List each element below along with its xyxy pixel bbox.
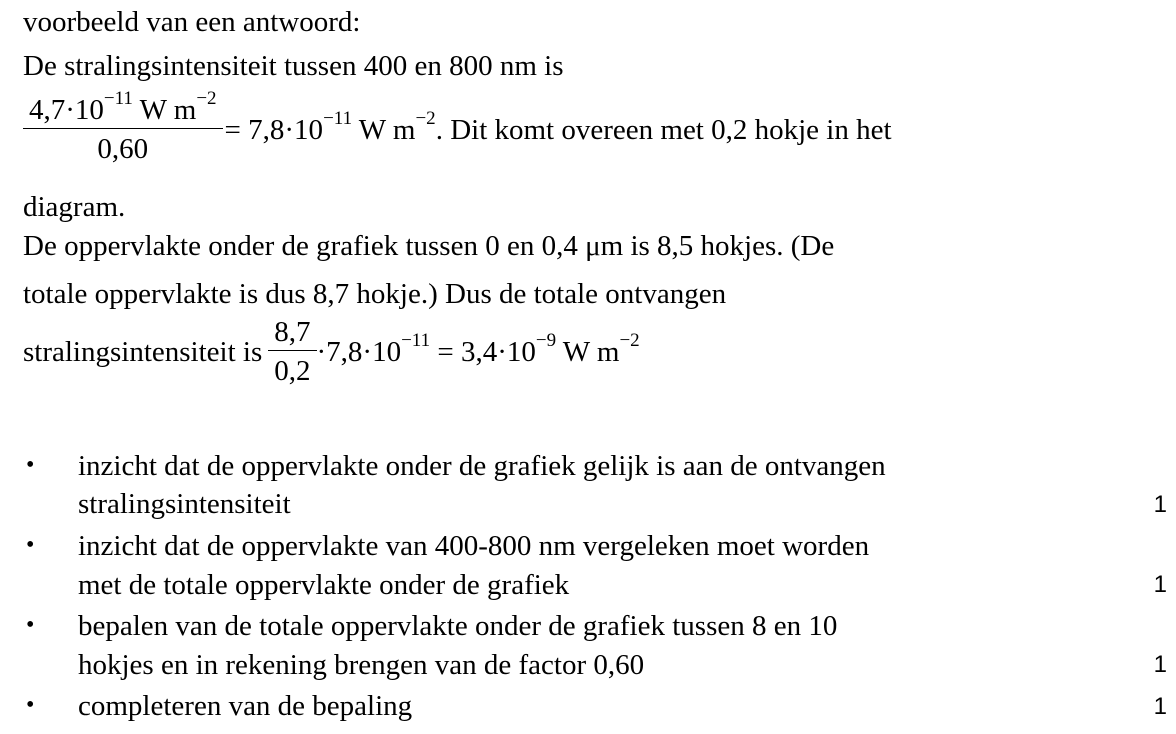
equation-1-denominator: 0,60 [97,133,149,165]
equation-2-result: $\cdot 7,8\cdot 10^{-11} = 3,4\cdot 10^{-9}$ W $m^{-2}$ [316,329,640,368]
score-value: 1 [1153,693,1167,720]
list-item-line: stralingsintensiteit [78,488,291,520]
equation-1-fraction [23,88,223,165]
list-item-line: inzicht dat de oppervlakte van 400-800 nm vergeleken moet worden [78,530,870,562]
equation-1 [23,88,892,165]
score-value: 1 [1153,491,1167,518]
list-item-line: hokjes en in rekening brengen van de factor 0,60 [78,649,645,681]
list-item-line: completeren van de bepaling [78,690,413,722]
text-line-1: De stralingsintensiteit tussen 400 en 800 nm is [23,50,564,82]
bullet-icon: • [26,532,35,558]
equation-2-lead: stralingsintensiteit is [23,335,263,368]
answer-heading: voorbeeld van een antwoord: [23,6,361,38]
list-item-line: met de totale oppervlakte onder de grafiek [78,569,570,601]
bullet-icon: • [26,612,35,638]
score-value: 1 [1153,571,1167,598]
text-line-3: De oppervlakte onder de grafiek tussen 0 en 0,4 μm is 8,5 hokjes. (De [23,230,835,262]
list-item-line: inzicht dat de oppervlakte onder de grafiek gelijk is aan de ontvangen [78,450,886,482]
text-line-4: totale oppervlakte is dus 8,7 hokje.) Dus de totale ontvangen [23,278,727,310]
list-item-line: bepalen van de totale oppervlakte onder de grafiek tussen 8 en 10 [78,610,838,642]
score-value: 1 [1153,651,1167,678]
equation-1-result: = $7,8\cdot 10^{-11}$ W $m^{-2}$. Dit komt overeen met 0,2 hokje in het [224,107,892,146]
equation-2-numerator: 8,7 [268,318,316,351]
bullet-icon: • [26,452,35,478]
equation-2-denominator: 0,2 [274,355,311,387]
bullet-icon: • [26,692,35,718]
equation-2-fraction [268,318,316,386]
equation-2 [23,318,640,386]
equation-1-numerator: $4,7\cdot 10^{-11}$ W $m^{-2}$ [23,96,223,129]
text-line-2: diagram. [23,191,126,223]
